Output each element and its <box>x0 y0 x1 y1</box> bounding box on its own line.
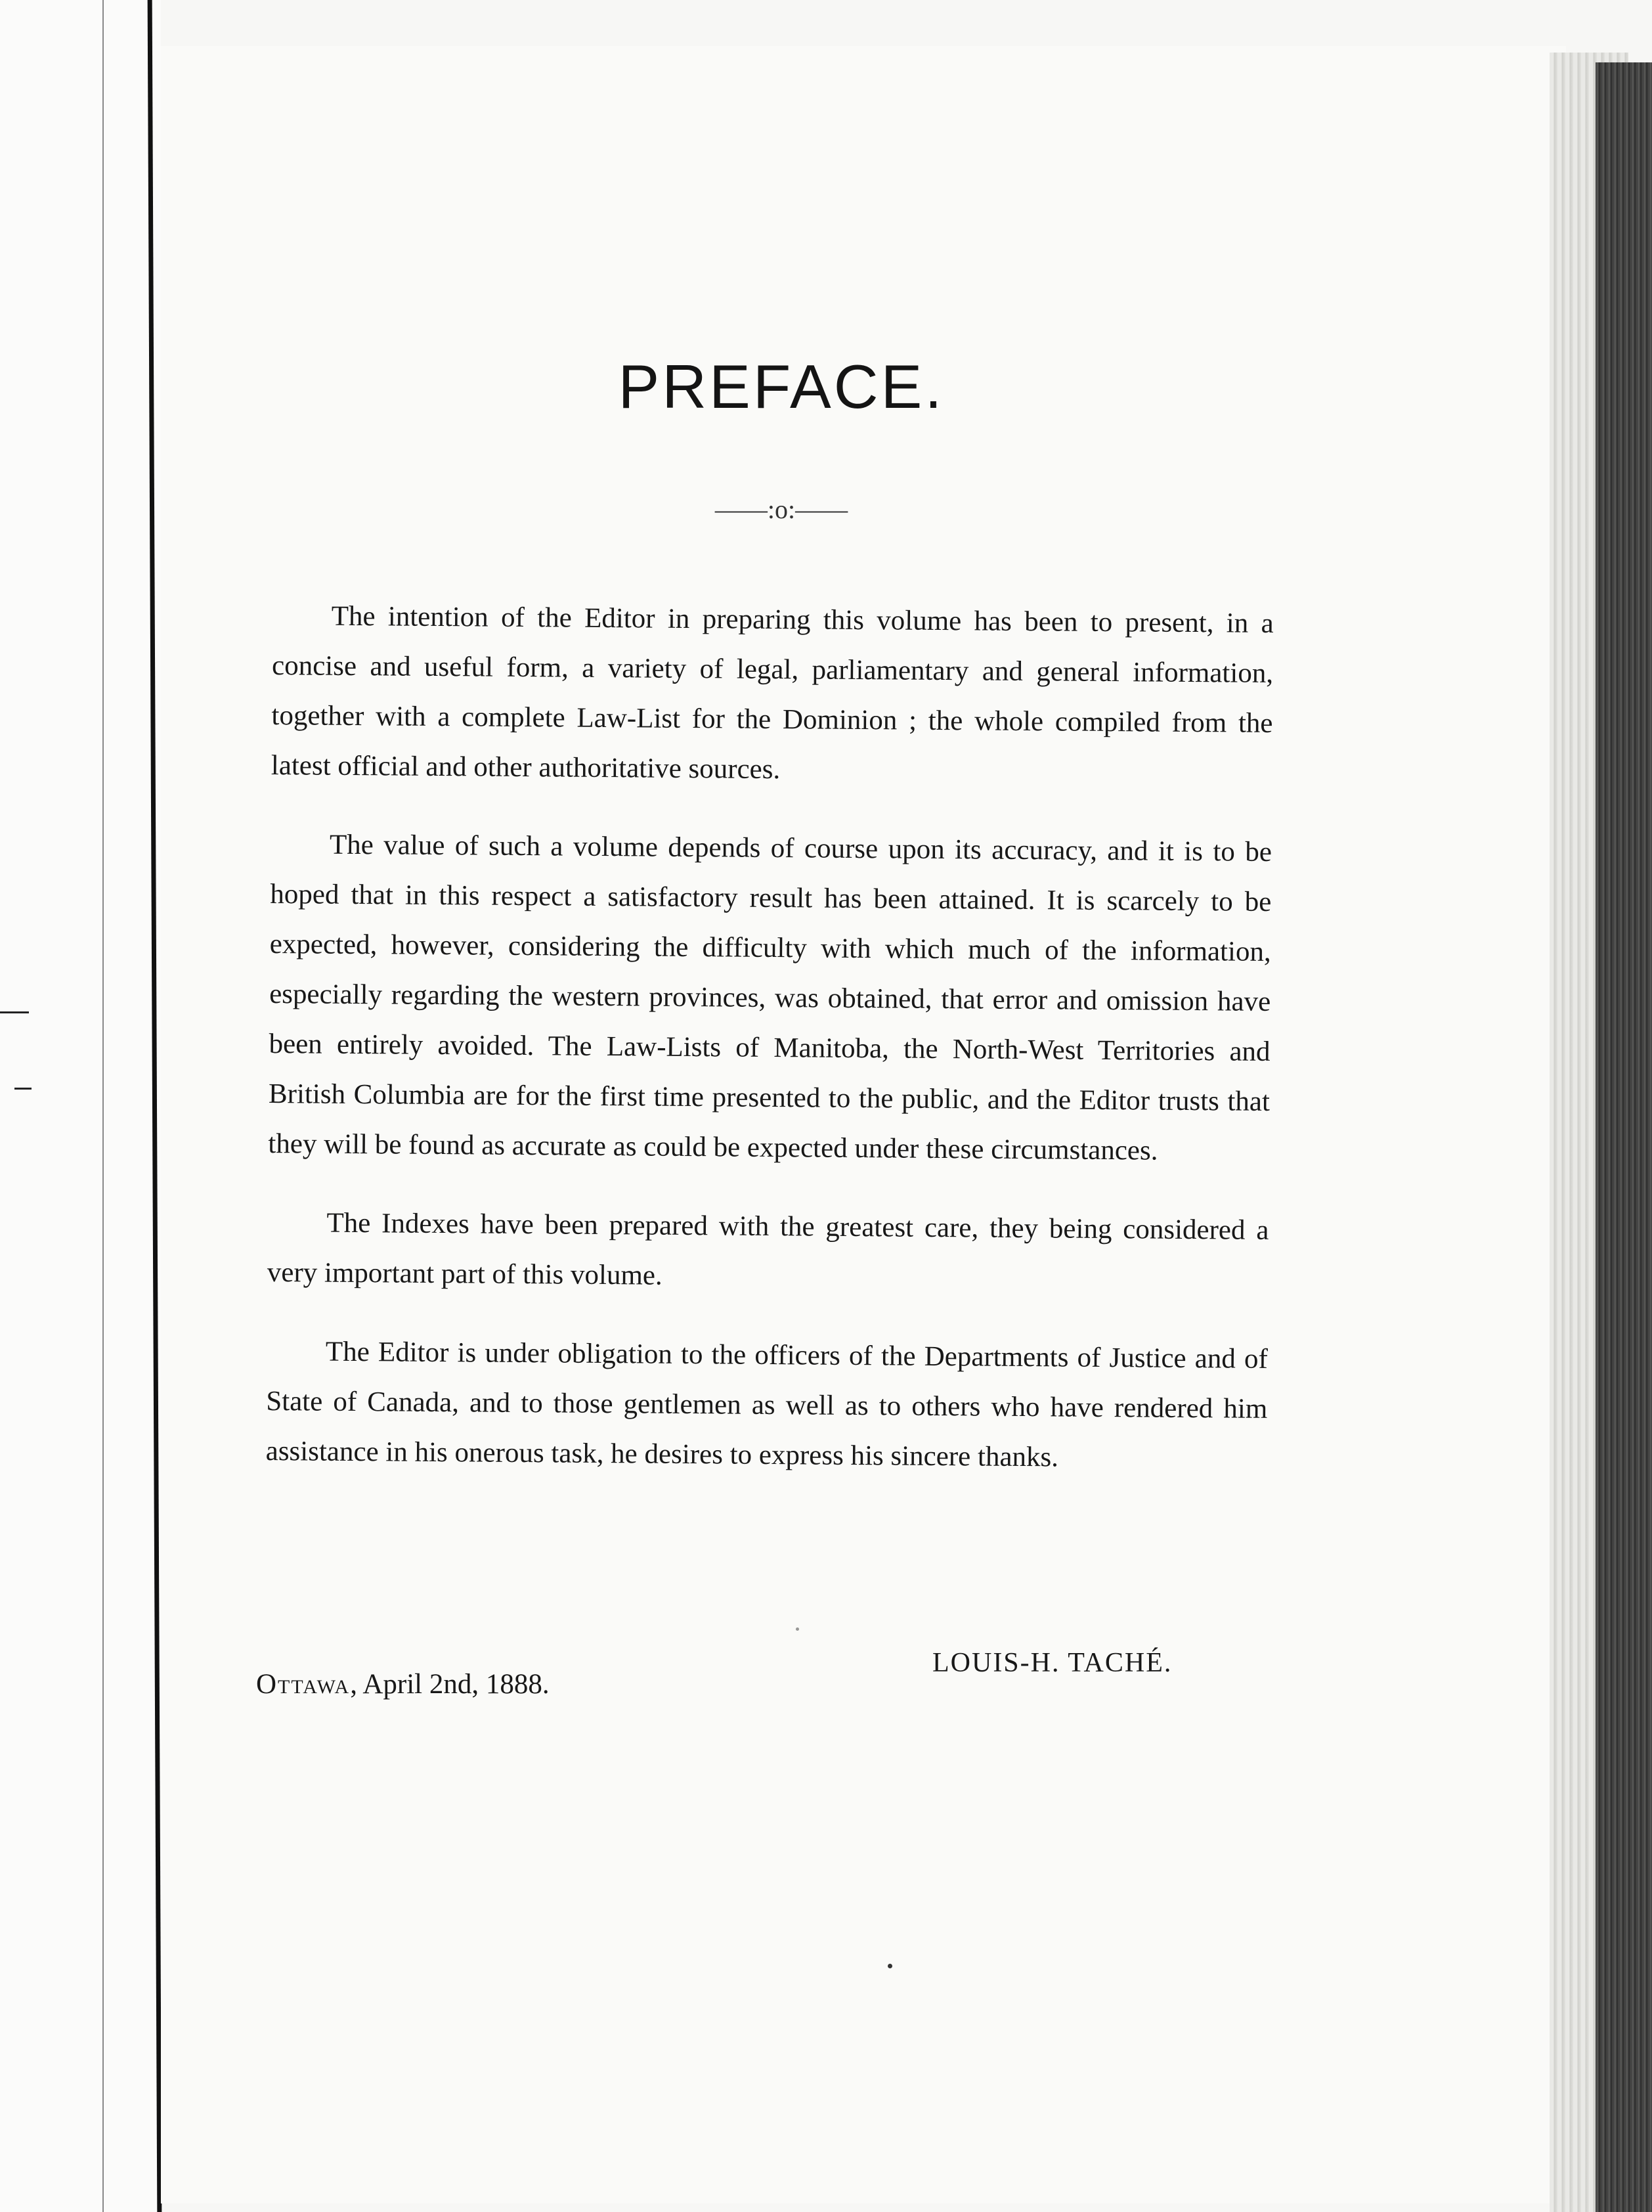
paragraph: The intention of the Editor in preparing this volume has been to present, in a concise and useful form, a variety of legal, parliamentary and general information, together with a complete Law-List for the Dominion ; the whole compiled from the latest official and other authoritative sources. <box>271 600 1274 785</box>
place-date-line <box>256 1668 550 1700</box>
date-text: , April 2nd, 1888. <box>350 1669 550 1700</box>
preface-body <box>265 591 1274 1513</box>
margin-tick <box>14 1088 32 1090</box>
ink-speck <box>888 1964 892 1968</box>
paragraph: The value of such a volume depends of course upon its accuracy, and it is to be hoped that in this respect a satisfactory result has been attained. It is scarcely to be expected, however, considering the difficulty with which much of the information, especially regarding the western provinces, was obtained, that error and omission have been entirely avoided. The Law-Lists of Manitoba, the North-West Territories and British Columbia are for the first time presented to the public, and the Editor trusts that they will be found as accurate as could be expected under these circumstances. <box>268 829 1272 1166</box>
place-name: Ottawa <box>256 1669 351 1700</box>
editor-signature: LOUIS-H. TACHÉ. <box>932 1648 1173 1678</box>
page-title: PREFACE. <box>618 352 945 421</box>
ink-speck <box>796 1627 799 1631</box>
facing-page-edge <box>0 0 161 2212</box>
paragraph: The Editor is under obligation to the officers of the Departments of Justice and of State of Canada, and to those gentlemen as well as to others who have rendered him assistance in his onerous task, he desires to express his sincere thanks. <box>265 1336 1269 1473</box>
facing-page-fold-line <box>102 0 104 2212</box>
margin-tick <box>0 1011 29 1013</box>
paragraph: The Indexes have been prepared with the greatest care, they being considered a very important part of this volume. <box>267 1207 1269 1291</box>
title-ornament: ——:o:—— <box>714 495 848 524</box>
book-spine-edge <box>1596 62 1652 2212</box>
